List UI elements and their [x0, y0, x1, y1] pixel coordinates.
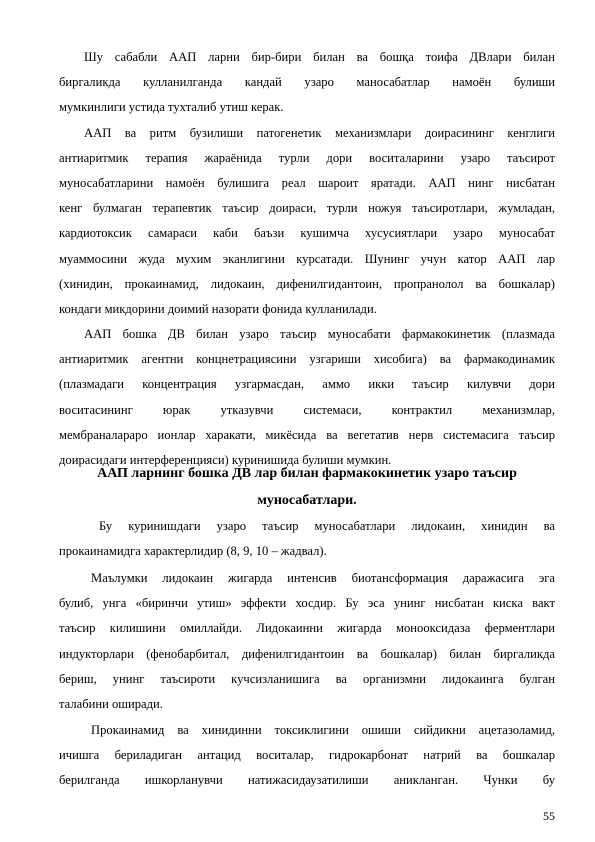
text-line: кондаги микдорини доимий назорати фонида кулланилади.: [59, 301, 377, 316]
text-line: берилганда ишкорланувчи натижасидаузатилиши аникланган. Чунки бу: [59, 773, 555, 788]
text-line: Маълумки лидокаин жигарда интенсив биотансформация даражасига эга: [91, 571, 555, 585]
text-line: ААП бошка ДВ билан узаро таъсир муносабати фармакокинетик (плазмада: [84, 327, 555, 341]
text-line: (плазмадаги концентрация узгармасдан, аммо икки таъсир килувчи дори: [59, 377, 555, 392]
text-line: (хинидин, прокаинамид, лидокаин, дифенилгидантоин, пропранолол ва бошкалар): [59, 276, 555, 291]
text-line: Бу куринишдаги узаро таъсир муносабатлари лидокаин, хинидин ва: [99, 519, 555, 533]
text-line: воситасининг юрак утказувчи системаси, контрактил механизмлар,: [59, 402, 555, 417]
text-line: талабини оширади.: [59, 696, 163, 711]
paragraph-3: [59, 322, 555, 473]
text-line: антиаритмик терапия жараёнида турли дори воситаларини узаро таъсирот: [59, 150, 555, 165]
text-line: мембраналараро ионлар харакати, микёсида ва вегетатив нерв системасига таъсир: [59, 427, 555, 442]
paragraph-1: [59, 45, 555, 121]
text-line: ААП ва ритм бузилиши патогенетик механизмлари доирасининг кенглиги: [84, 125, 555, 140]
text-line: муносабатларини намоён булишига реал шароит яратади. ААП нинг нисбатан: [59, 175, 555, 190]
text-line: таъсир килишини омиллайди. Лидокаинни жигарда монооксидаза ферментлари: [59, 621, 555, 636]
page-number: 55: [543, 809, 555, 823]
text-line: биргаликда кулланилганда кандай узаро маносабатлар намоён булиши: [59, 75, 555, 90]
text-line: муаммосини жуда мухим эканлигини курсатади. Шунинг учун катор ААП лар: [59, 251, 555, 266]
text-line: доирасидаги интерференцияси) куринишида булиши мумкин.: [59, 452, 392, 467]
paragraph-2: [59, 121, 555, 323]
section-heading-line-1: ААП ларнинг бошка ДВ лар билан фармакокинетик узаро таъсир: [97, 466, 517, 481]
text-line: Прокаинамид ва хинидинни токсиклигини ошиши сийдикни ацетазоламид,: [91, 723, 555, 737]
text-line: индукторлари (фенобарбитал, дифенилгидантоин ва бошкалар) билан биргаликда: [59, 646, 555, 661]
paragraph-5: [59, 566, 555, 717]
text-line: кардиотоксик самараси каби баъзи кушимча хусусиятлари узаро муносабат: [59, 226, 555, 241]
section-heading-line-2: муносабатлари.: [257, 493, 357, 508]
text-line: бериш, унинг таъсироти кучсизланишига ва организмни лидокаинга булган: [59, 671, 555, 686]
text-line: антиаритмик агентни концнетрациясини узгариши хисобига) ва фармакодинамик: [59, 352, 555, 367]
text-line: прокаинамидга характерлидир (8, 9, 10 – жадвал).: [59, 544, 327, 559]
text-line: Шу сабабли ААП ларни бир-бири билан ва бошқа тоифа ДВлари билан: [84, 50, 555, 64]
paragraph-4: [59, 514, 555, 564]
text-line: мумкинлиги устида тухталиб утиш керак.: [59, 100, 284, 115]
text-line: булиб, унга «биринчи утиш» эффекти хосдир. Бу эса унинг нисбатан киска вакт: [59, 596, 555, 611]
text-line: ичишга бериладиган антацид воситалар, гидрокарбонат натрий ва бошкалар: [59, 748, 555, 763]
section-heading: [59, 460, 555, 514]
text-line: кенг булмаган терапевтик таъсир доираси, турли ножуя таъсиротлари, жумладан,: [59, 201, 555, 216]
paragraph-6: [59, 718, 555, 794]
